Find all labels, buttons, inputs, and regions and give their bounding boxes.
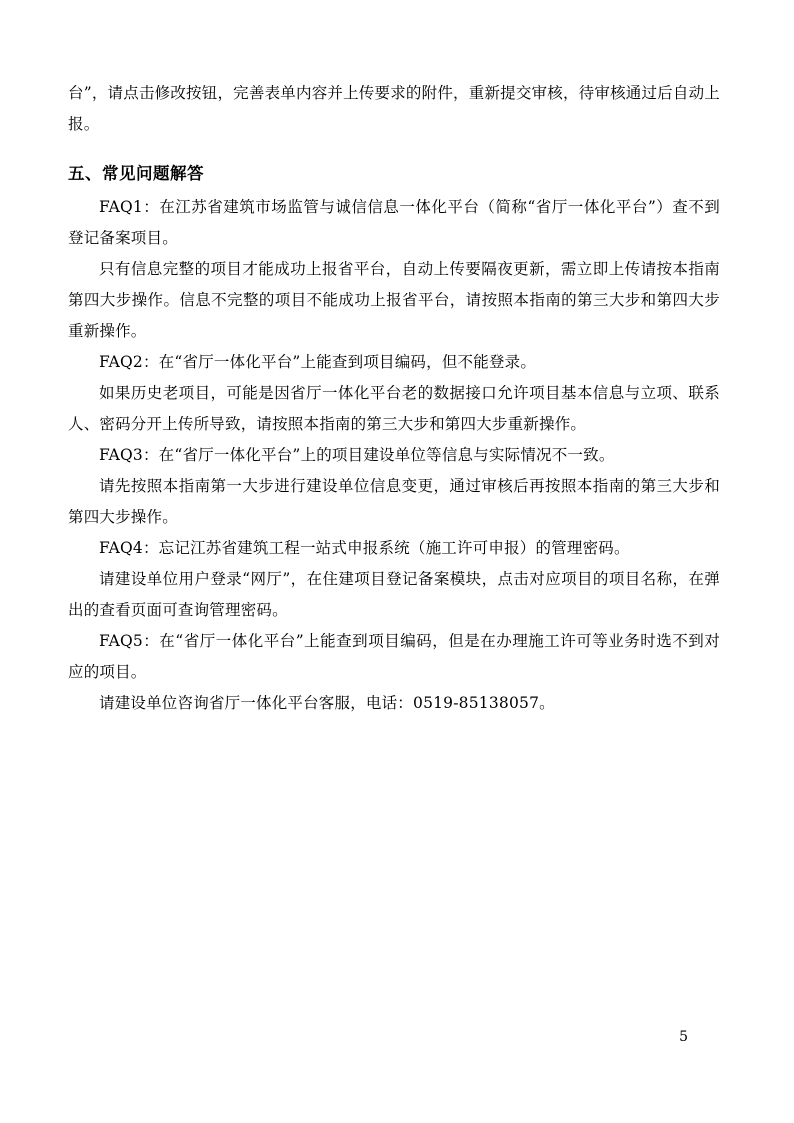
paragraph-faq3-answer: 请先按照本指南第一大步进行建设单位信息变更，通过审核后再按照本指南的第三大步和第四大步操作。 xyxy=(68,477,720,526)
page-number: 5 xyxy=(679,1029,688,1045)
paragraph-faq2-answer: 如果历史老项目，可能是因省厅一体化平台老的数据接口允许项目基本信息与立项、联系人、密码分开上传所导致，请按照本指南的第三大步和第四大步重新操作。 xyxy=(68,384,720,433)
section-heading-faq: 五、常见问题解答 xyxy=(68,164,204,183)
paragraph-faq1-answer: 只有信息完整的项目才能成功上报省平台，自动上传要隔夜更新，需立即上传请按本指南第四大步操作。信息不完整的项目不能成功上报省平台，请按照本指南的第三大步和第四大步重新操作。 xyxy=(68,260,720,340)
document-body xyxy=(68,78,720,719)
paragraph-faq5-answer: 请建设单位咨询省厅一体化平台客服，电话：0519-85138057。 xyxy=(99,694,555,712)
paragraph-faq2-question: FAQ2：在“省厅一体化平台”上能查到项目编码，但不能登录。 xyxy=(99,353,537,371)
paragraph-faq4-answer: 请建设单位用户登录“网厅”，在住建项目登记备案模块，点击对应项目的项目名称，在弹出的查看页面可查询管理密码。 xyxy=(68,570,720,619)
paragraph-faq3-question: FAQ3：在“省厅一体化平台”上的项目建设单位等信息与实际情况不一致。 xyxy=(99,446,615,464)
paragraph-faq1-question: FAQ1：在江苏省建筑市场监管与诚信信息一体化平台（简称“省厅一体化平台”）查不到登记备案项目。 xyxy=(68,198,720,247)
paragraph-continuation: 台”，请点击修改按钮，完善表单内容并上传要求的附件，重新提交审核，待审核通过后自动上报。 xyxy=(68,84,720,133)
paragraph-faq4-question: FAQ4：忘记江苏省建筑工程一站式申报系统（施工许可申报）的管理密码。 xyxy=(99,539,630,557)
paragraph-faq5-question: FAQ5：在“省厅一体化平台”上能查到项目编码，但是在办理施工许可等业务时选不到对应的项目。 xyxy=(68,632,720,681)
